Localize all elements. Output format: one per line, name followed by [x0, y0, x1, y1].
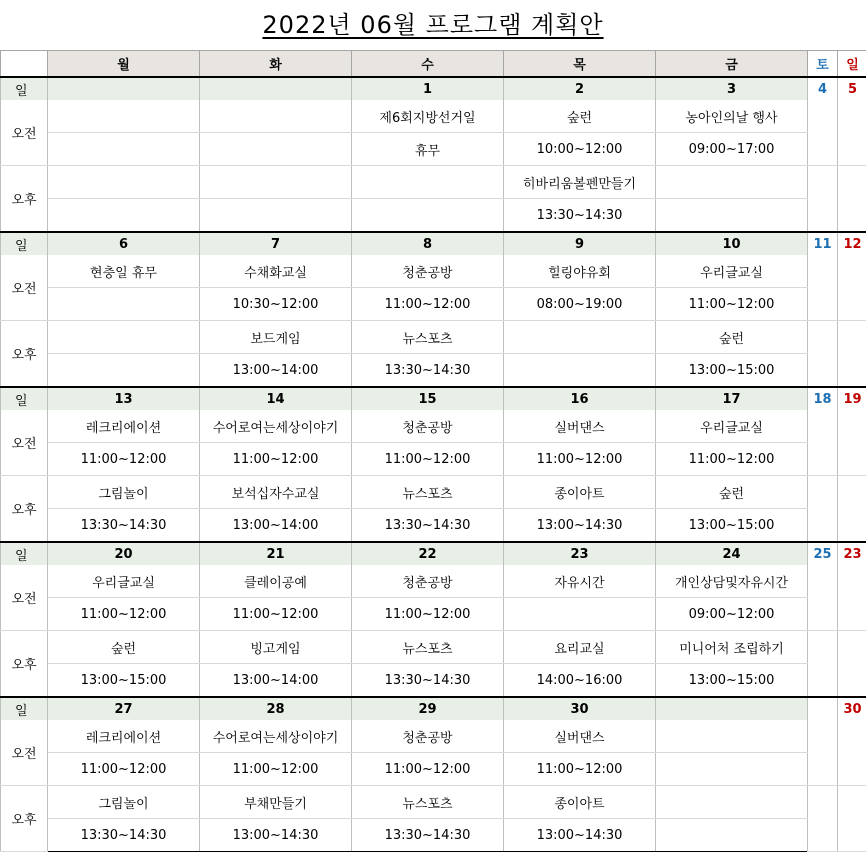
saturday-date: 4: [808, 77, 838, 100]
date-cell: 16: [504, 387, 656, 410]
program-time: [200, 199, 352, 233]
program-name: 개인상담및자유시간: [656, 565, 808, 598]
date-cell: 14: [200, 387, 352, 410]
date-cell: 21: [200, 542, 352, 565]
am-program-row: [1, 255, 866, 288]
date-cell: 8: [352, 232, 504, 255]
program-time: 11:00~12:00: [352, 753, 504, 786]
date-cell: 23: [504, 542, 656, 565]
sunday-cell: [838, 255, 866, 321]
program-time: 13:30~14:30: [48, 509, 200, 543]
program-time: 13:00~15:00: [656, 664, 808, 698]
pm-program-row: [1, 321, 866, 354]
pm-label: 오후: [1, 631, 48, 698]
saturday-cell: [808, 786, 838, 852]
title-text: 2022년 06월 프로그램 계획안: [262, 11, 603, 39]
saturday-cell: [808, 631, 838, 698]
date-cell: 29: [352, 697, 504, 720]
program-name: 뉴스포츠: [352, 786, 504, 819]
program-time: [48, 354, 200, 388]
program-time: 13:00~14:00: [200, 509, 352, 543]
sunday-cell: [838, 631, 866, 698]
program-name: 보석십자수교실: [200, 476, 352, 509]
program-time: [48, 288, 200, 321]
pm-label: 오후: [1, 476, 48, 543]
program-name: 종이아트: [504, 476, 656, 509]
program-time: 13:00~15:00: [48, 664, 200, 698]
program-name: 우리글교실: [656, 410, 808, 443]
header-day-sat: 토: [808, 51, 838, 78]
date-cell: 9: [504, 232, 656, 255]
program-name: [504, 321, 656, 354]
program-time: 11:00~12:00: [656, 443, 808, 476]
pm-label: 오후: [1, 321, 48, 388]
day-label: 일: [1, 77, 48, 100]
program-name: [656, 720, 808, 753]
program-name: 현충일 휴무: [48, 255, 200, 288]
program-name: 그림놀이: [48, 786, 200, 819]
program-time: 13:00~15:00: [656, 509, 808, 543]
pm-label: 오후: [1, 786, 48, 852]
saturday-cell: [808, 321, 838, 388]
program-time: 13:30~14:30: [48, 819, 200, 852]
week-date-row: [1, 77, 866, 100]
program-name: [656, 166, 808, 199]
date-cell: 10: [656, 232, 808, 255]
sunday-date: 19: [838, 387, 866, 410]
program-time: 09:00~17:00: [656, 133, 808, 166]
day-label: 일: [1, 542, 48, 565]
sunday-cell: [838, 720, 866, 786]
date-cell: 17: [656, 387, 808, 410]
program-time: 10:00~12:00: [504, 133, 656, 166]
program-time: 13:00~15:00: [656, 354, 808, 388]
program-time: 11:00~12:00: [352, 598, 504, 631]
sunday-cell: [838, 410, 866, 476]
program-time: [200, 133, 352, 166]
program-name: 레크리에이션: [48, 720, 200, 753]
program-name: 우리글교실: [656, 255, 808, 288]
week-date-row: [1, 232, 866, 255]
week-date-row: [1, 542, 866, 565]
saturday-cell: [808, 720, 838, 786]
program-name: 숲런: [48, 631, 200, 664]
program-name: 레크리에이션: [48, 410, 200, 443]
sunday-cell: [838, 476, 866, 543]
am-program-row: [1, 565, 866, 598]
day-label: 일: [1, 387, 48, 410]
program-name: [48, 166, 200, 199]
program-name: 뉴스포츠: [352, 631, 504, 664]
program-name: 부채만들기: [200, 786, 352, 819]
header-day-tue: 화: [200, 51, 352, 78]
am-label: 오전: [1, 100, 48, 166]
saturday-cell: [808, 410, 838, 476]
pm-program-row: [1, 166, 866, 199]
program-name: [656, 786, 808, 819]
program-name: [352, 166, 504, 199]
am-program-row: [1, 288, 866, 321]
date-cell: 13: [48, 387, 200, 410]
am-program-row: [1, 598, 866, 631]
saturday-date: 25: [808, 542, 838, 565]
schedule-table: [0, 50, 866, 852]
date-cell: 30: [504, 697, 656, 720]
program-name: [200, 166, 352, 199]
program-name: 숲런: [504, 100, 656, 133]
date-cell: 27: [48, 697, 200, 720]
program-name: 보드게임: [200, 321, 352, 354]
pm-program-row: [1, 476, 866, 509]
program-time: 09:00~12:00: [656, 598, 808, 631]
program-time: 13:30~14:30: [352, 819, 504, 852]
am-label: 오전: [1, 565, 48, 631]
header-day-fri: 금: [656, 51, 808, 78]
sunday-cell: [838, 786, 866, 852]
program-name: 빙고게임: [200, 631, 352, 664]
program-name: 수채화교실: [200, 255, 352, 288]
program-name: 뉴스포츠: [352, 476, 504, 509]
program-time: 11:00~12:00: [504, 753, 656, 786]
page-title: [0, 0, 866, 50]
sunday-date: 5: [838, 77, 866, 100]
header-day-mon: 월: [48, 51, 200, 78]
date-cell: [200, 77, 352, 100]
date-cell: 20: [48, 542, 200, 565]
sunday-date: 30: [838, 697, 866, 720]
day-label: 일: [1, 232, 48, 255]
date-cell: 6: [48, 232, 200, 255]
program-name: 힐링야유회: [504, 255, 656, 288]
program-name: 청춘공방: [352, 410, 504, 443]
date-cell: 7: [200, 232, 352, 255]
program-time: 14:00~16:00: [504, 664, 656, 698]
am-program-row: [1, 753, 866, 786]
program-name: [48, 321, 200, 354]
saturday-date: [808, 697, 838, 720]
program-name: 실버댄스: [504, 410, 656, 443]
week-date-row: [1, 387, 866, 410]
sunday-cell: [838, 565, 866, 631]
am-program-row: [1, 410, 866, 443]
pm-program-row: [1, 819, 866, 852]
program-time: 13:30~14:30: [504, 199, 656, 233]
header-day-wed: 수: [352, 51, 504, 78]
program-name: 그림놀이: [48, 476, 200, 509]
program-name: 종이아트: [504, 786, 656, 819]
program-time: 08:00~19:00: [504, 288, 656, 321]
program-name: 뉴스포츠: [352, 321, 504, 354]
header-corner: [1, 51, 48, 78]
program-time: [352, 199, 504, 233]
program-time: 11:00~12:00: [352, 443, 504, 476]
program-name: 청춘공방: [352, 565, 504, 598]
program-name: 청춘공방: [352, 720, 504, 753]
program-time: 13:00~14:00: [200, 354, 352, 388]
saturday-cell: [808, 476, 838, 543]
program-name: [48, 100, 200, 133]
sunday-date: 12: [838, 232, 866, 255]
pm-program-row: [1, 354, 866, 388]
program-name: 숲런: [656, 321, 808, 354]
pm-program-row: [1, 509, 866, 543]
am-program-row: [1, 720, 866, 753]
pm-program-row: [1, 199, 866, 233]
date-cell: 2: [504, 77, 656, 100]
sunday-cell: [838, 166, 866, 233]
program-time: 11:00~12:00: [352, 288, 504, 321]
saturday-cell: [808, 166, 838, 233]
sunday-cell: [838, 100, 866, 166]
program-time: [48, 199, 200, 233]
saturday-date: 11: [808, 232, 838, 255]
program-time: 13:00~14:00: [200, 664, 352, 698]
program-time: [504, 598, 656, 631]
date-cell: 28: [200, 697, 352, 720]
week-date-row: [1, 697, 866, 720]
date-cell: 15: [352, 387, 504, 410]
program-time: [504, 354, 656, 388]
pm-program-row: [1, 786, 866, 819]
program-name: 요리교실: [504, 631, 656, 664]
date-cell: 1: [352, 77, 504, 100]
program-time: 11:00~12:00: [200, 598, 352, 631]
program-name: 우리글교실: [48, 565, 200, 598]
program-time: 11:00~12:00: [48, 443, 200, 476]
am-program-row: [1, 100, 866, 133]
program-name: 실버댄스: [504, 720, 656, 753]
program-name: 농아인의날 행사: [656, 100, 808, 133]
program-time: [656, 199, 808, 233]
program-name: 자유시간: [504, 565, 656, 598]
program-time: 휴무: [352, 133, 504, 166]
saturday-cell: [808, 100, 838, 166]
date-cell: [656, 697, 808, 720]
day-label: 일: [1, 697, 48, 720]
program-time: 11:00~12:00: [504, 443, 656, 476]
saturday-cell: [808, 565, 838, 631]
date-cell: 22: [352, 542, 504, 565]
program-name: [200, 100, 352, 133]
program-time: 10:30~12:00: [200, 288, 352, 321]
program-time: 13:30~14:30: [352, 664, 504, 698]
sunday-cell: [838, 321, 866, 388]
program-name: 수어로여는세상이야기: [200, 410, 352, 443]
program-name: 제6회지방선거일: [352, 100, 504, 133]
date-cell: 3: [656, 77, 808, 100]
saturday-cell: [808, 255, 838, 321]
am-program-row: [1, 133, 866, 166]
header-day-sun: 일: [838, 51, 866, 78]
am-label: 오전: [1, 720, 48, 786]
program-time: 11:00~12:00: [200, 753, 352, 786]
program-time: [48, 133, 200, 166]
program-time: 11:00~12:00: [48, 753, 200, 786]
am-program-row: [1, 443, 866, 476]
date-cell: [48, 77, 200, 100]
program-time: 11:00~12:00: [48, 598, 200, 631]
program-name: 미니어처 조립하기: [656, 631, 808, 664]
program-name: 수어로여는세상이야기: [200, 720, 352, 753]
program-time: 13:30~14:30: [352, 509, 504, 543]
program-name: 숲런: [656, 476, 808, 509]
am-label: 오전: [1, 255, 48, 321]
pm-program-row: [1, 664, 866, 698]
program-time: [656, 819, 808, 852]
program-name: 클레이공예: [200, 565, 352, 598]
program-time: [656, 753, 808, 786]
program-name: 청춘공방: [352, 255, 504, 288]
program-time: 13:00~14:30: [504, 819, 656, 852]
pm-program-row: [1, 631, 866, 664]
header-row: [1, 51, 866, 78]
program-time: 11:00~12:00: [200, 443, 352, 476]
saturday-date: 18: [808, 387, 838, 410]
sunday-date: 23: [838, 542, 866, 565]
am-label: 오전: [1, 410, 48, 476]
pm-label: 오후: [1, 166, 48, 233]
header-day-thu: 목: [504, 51, 656, 78]
program-name: 히바리움볼펜만들기: [504, 166, 656, 199]
program-time: 13:00~14:30: [200, 819, 352, 852]
date-cell: 24: [656, 542, 808, 565]
program-time: 13:30~14:30: [352, 354, 504, 388]
program-time: 11:00~12:00: [656, 288, 808, 321]
program-time: 13:00~14:30: [504, 509, 656, 543]
